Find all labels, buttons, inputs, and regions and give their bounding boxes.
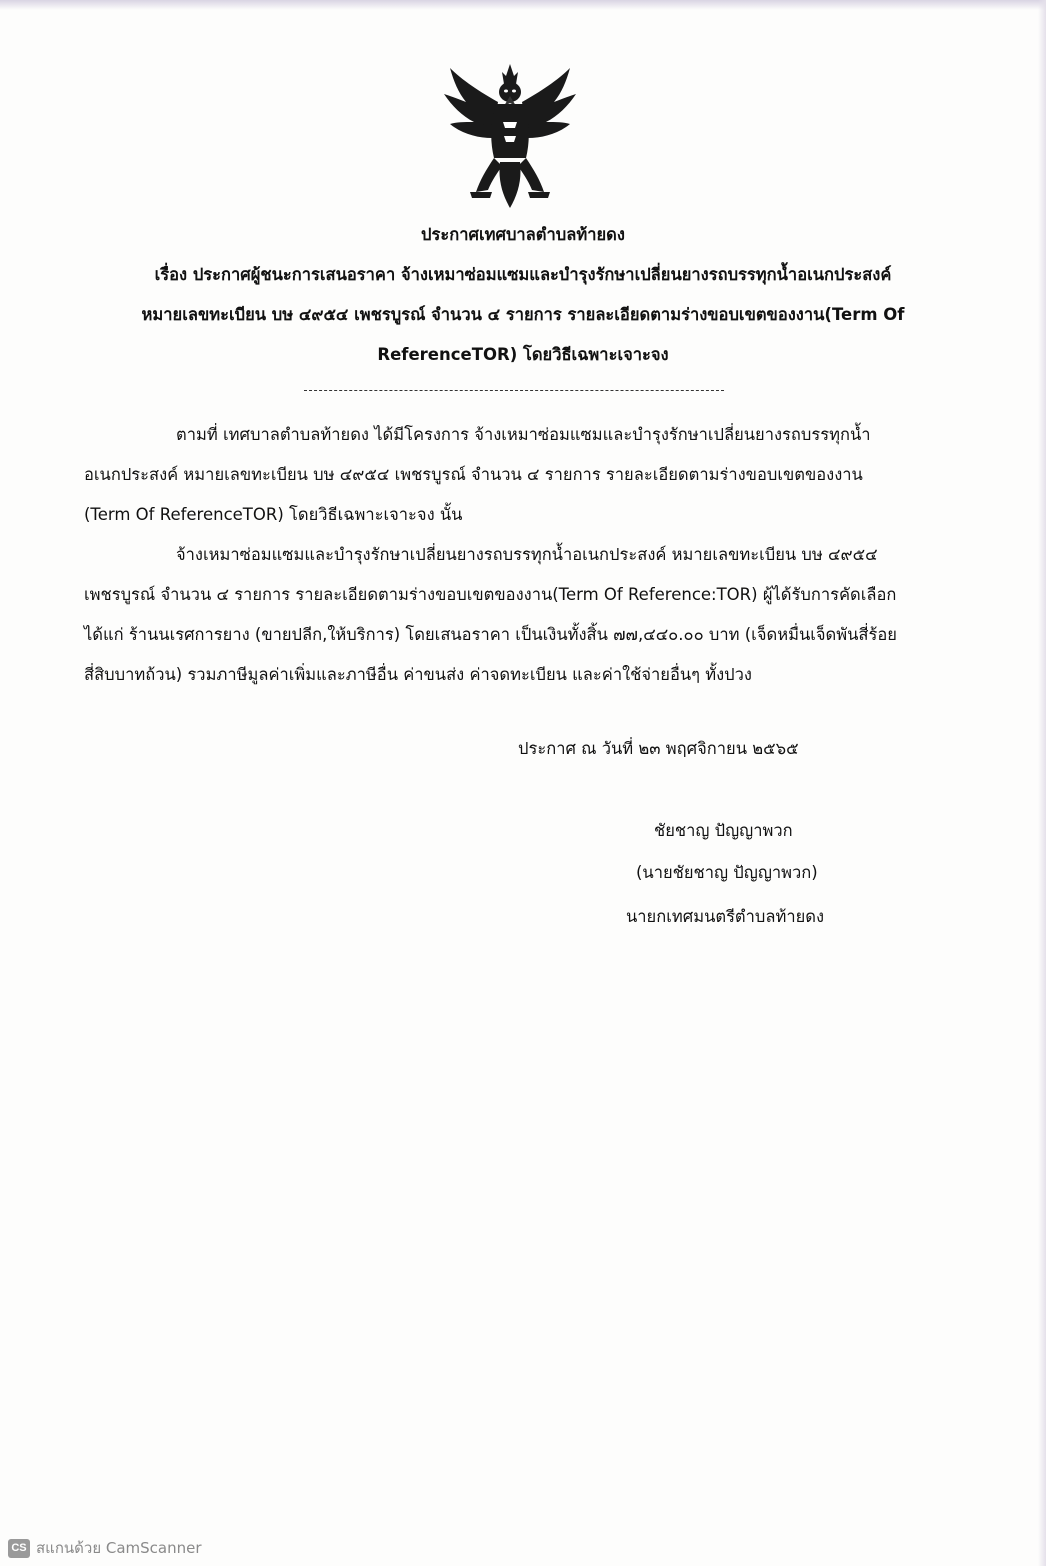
signature-name-in-parens: (นายชัยชาญ ปัญญาพวก)	[636, 863, 818, 882]
subject-line-3: ReferenceTOR) โดยวิธีเฉพาะเจาะจง	[377, 345, 669, 364]
camscanner-watermark	[8, 1536, 202, 1560]
signature-position: นายกเทศมนตรีตำบลท้ายดง	[626, 907, 825, 926]
subject-line-2: หมายเลขทะเบียน บษ ๔๙๕๔ เพชรบูรณ์ จำนวน ๔ รายการ รายละเอียดตามร่างขอบเขตของงาน(Term Of	[141, 305, 905, 324]
paragraph-1-line-2: อเนกประสงค์ หมายเลขทะเบียน บษ ๔๙๕๔ เพชรบูรณ์ จำนวน ๔ รายการ รายละเอียดตามร่างขอบเขตของงาน	[84, 465, 863, 484]
camscanner-text: สแกนด้วย CamScanner	[36, 1539, 202, 1557]
scan-edge-right	[1038, 0, 1046, 1566]
paragraph-1-line-1: ตามที่ เทศบาลตำบลท้ายดง ได้มีโครงการ จ้างเหมาซ่อมแซมและบำรุงรักษาเปลี่ยนยางรถบรรทุกน้ำ	[176, 425, 871, 444]
divider-line	[304, 390, 724, 391]
scan-edge-top	[0, 0, 1046, 10]
announcement-title: ประกาศเทศบาลตำบลท้ายดง	[421, 225, 625, 244]
paragraph-1-line-3: (Term Of ReferenceTOR) โดยวิธีเฉพาะเจาะจง นั้น	[84, 505, 463, 524]
paragraph-2-line-4: สี่สิบบาทถ้วน) รวมภาษีมูลค่าเพิ่มและภาษีอื่น ค่าขนส่ง ค่าจดทะเบียน และค่าใช้จ่ายอื่นๆ ทั้งปวง	[84, 665, 752, 684]
garuda-emblem-icon	[440, 62, 580, 210]
paragraph-2-line-2: เพชรบูรณ์ จำนวน ๔ รายการ รายละเอียดตามร่างขอบเขตของงาน(Term Of Reference:TOR) ผู้ได้รับการคัดเลือก	[84, 585, 897, 604]
signature-name: ชัยชาญ ปัญญาพวก	[654, 821, 793, 840]
subject-line-1: เรื่อง ประกาศผู้ชนะการเสนอราคา จ้างเหมาซ่อมแซมและบำรุงรักษาเปลี่ยนยางรถบรรทุกน้ำอเนกประสงค์	[154, 265, 892, 284]
camscanner-logo-icon: CS	[8, 1539, 30, 1558]
paragraph-2-line-3: ได้แก่ ร้านนเรศการยาง (ขายปลีก,ให้บริการ) โดยเสนอราคา เป็นเงินทั้งสิ้น ๗๗,๔๔๐.๐๐ บาท (เจ็ดหมื่นเจ็ดพันสี่ร้อย	[84, 625, 897, 644]
paragraph-2-line-1: จ้างเหมาซ่อมแซมและบำรุงรักษาเปลี่ยนยางรถบรรทุกน้ำอเนกประสงค์ หมายเลขทะเบียน บษ ๔๙๕๔	[176, 545, 878, 564]
announcement-date: ประกาศ ณ วันที่ ๒๓ พฤศจิกายน ๒๕๖๕	[518, 739, 799, 758]
